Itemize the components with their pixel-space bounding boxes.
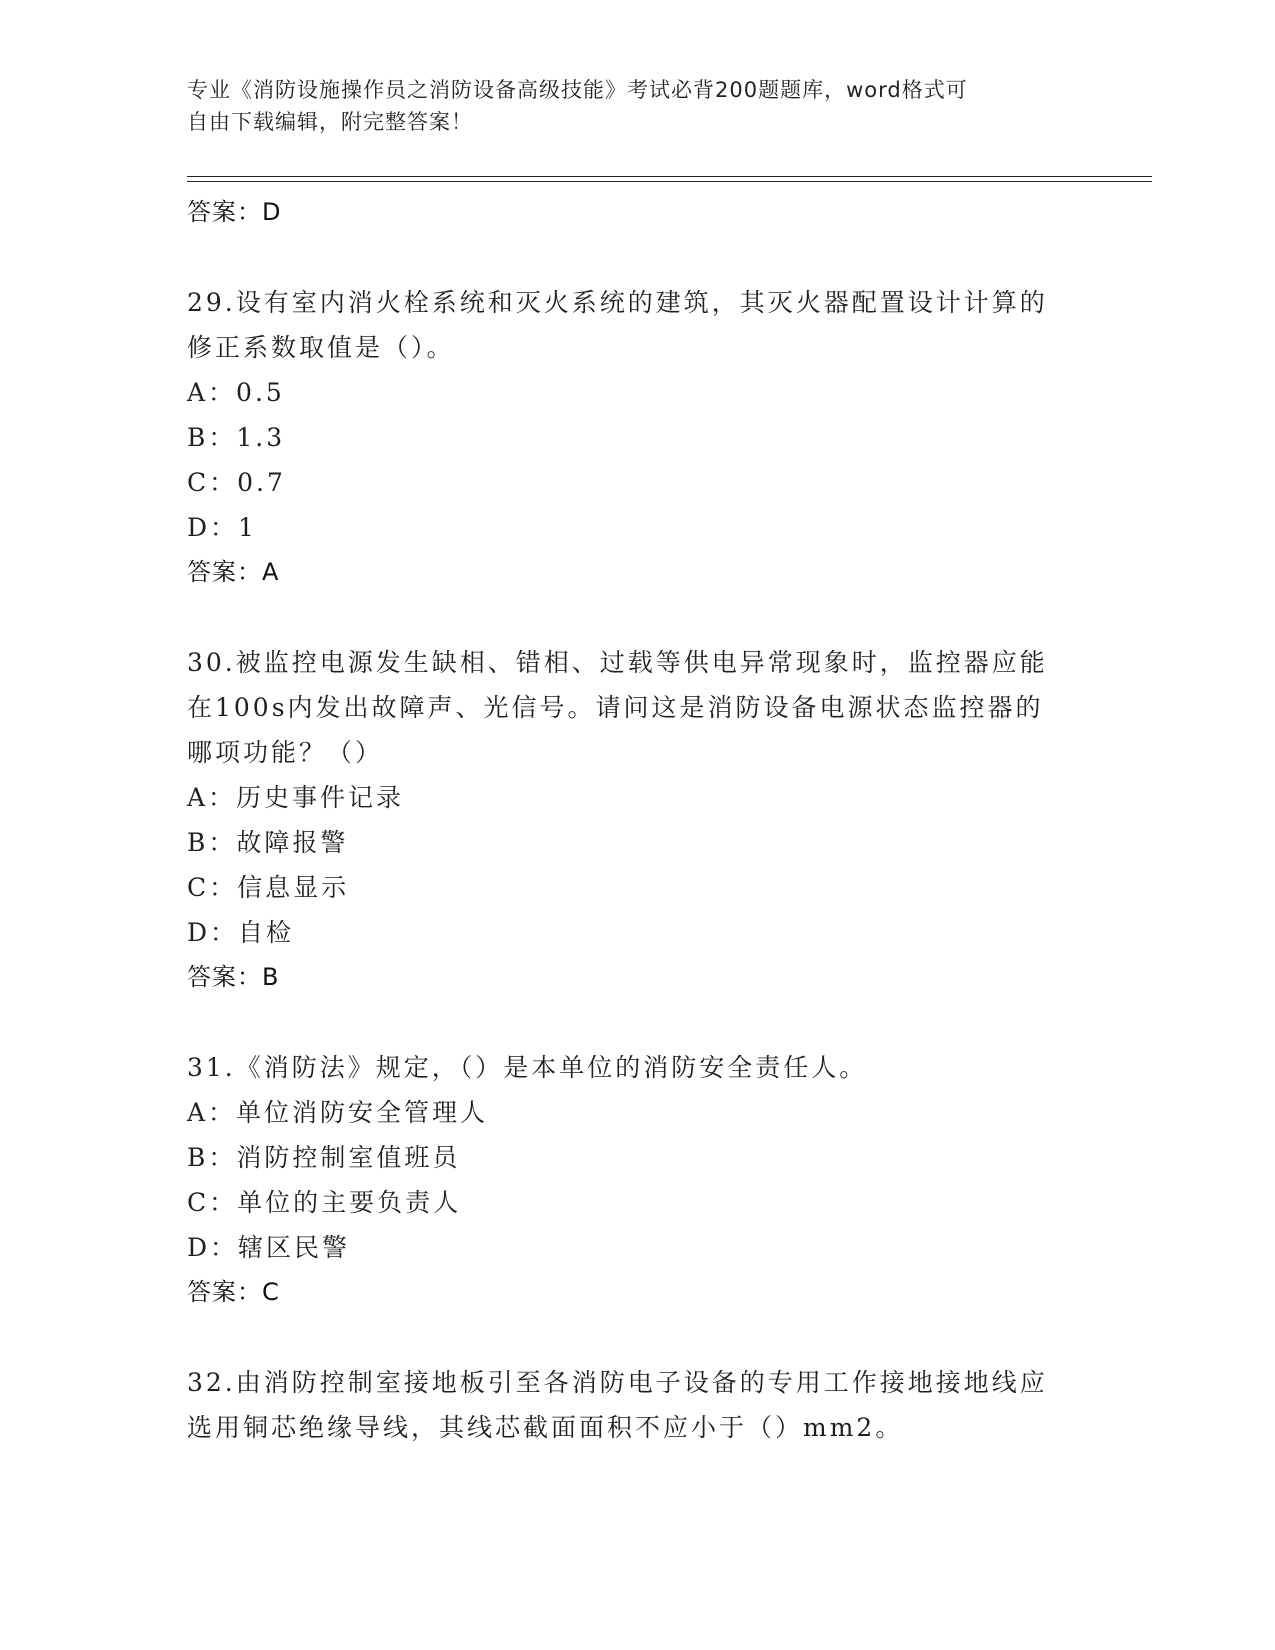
stem-line: 修正系数取值是（）。 (187, 333, 455, 362)
header-line-2: 自由下载编辑，附完整答案！ (187, 110, 473, 134)
question-stem (187, 280, 1067, 370)
stem-line: 30.被监控电源发生缺相、错相、过载等供电异常现象时，监控器应能 (187, 648, 1048, 677)
question-30 (187, 640, 1087, 1000)
stem-line: 31.《消防法》规定，（）是本单位的消防安全责任人。 (187, 1053, 868, 1082)
option-c: C：0.7 (187, 468, 286, 497)
stem-line: 32.由消防控制室接地板引至各消防电子设备的专用工作接地接地线应 (187, 1368, 1048, 1397)
stem-line: 哪项功能？（） (187, 738, 384, 767)
page-header (187, 74, 1067, 138)
option-b: B：消防控制室值班员 (187, 1143, 461, 1172)
question-29 (187, 280, 1087, 595)
option-a: A：0.5 (187, 378, 285, 407)
question-32 (187, 1360, 1087, 1450)
question-list (187, 190, 1087, 1450)
option-d: D：辖区民警 (187, 1233, 351, 1262)
option-b: B：故障报警 (187, 828, 349, 857)
option-a: A：历史事件记录 (187, 783, 405, 812)
stem-line: 29.设有室内消火栓系统和灭火系统的建筑，其灭火器配置设计计算的 (187, 288, 1048, 317)
answer-line: 答案：B (187, 963, 280, 991)
option-a: A：单位消防安全管理人 (187, 1098, 489, 1127)
question-stem (187, 1360, 1067, 1450)
question-31 (187, 1045, 1087, 1315)
header-divider-bottom (187, 181, 1152, 182)
answer-line: 答案：C (187, 1278, 280, 1306)
option-b: B：1.3 (187, 423, 286, 452)
answer-line: 答案：D (187, 198, 282, 226)
header-divider-top (187, 176, 1152, 177)
option-c: C：单位的主要负责人 (187, 1188, 462, 1217)
question-stem (187, 640, 1067, 775)
stem-line: 选用铜芯绝缘导线，其线芯截面面积不应小于（）mm2。 (187, 1413, 904, 1442)
header-line-1: 专业《消防设施操作员之消防设备高级技能》考试必背200题题库，word格式可 (187, 78, 968, 102)
option-c: C：信息显示 (187, 873, 350, 902)
answer-line: 答案：A (187, 558, 280, 586)
option-d: D：自检 (187, 918, 295, 947)
question-stem (187, 1045, 1067, 1090)
option-d: D：1 (187, 513, 257, 542)
stem-line: 在100s内发出故障声、光信号。请问这是消防设备电源状态监控器的 (187, 693, 1044, 722)
